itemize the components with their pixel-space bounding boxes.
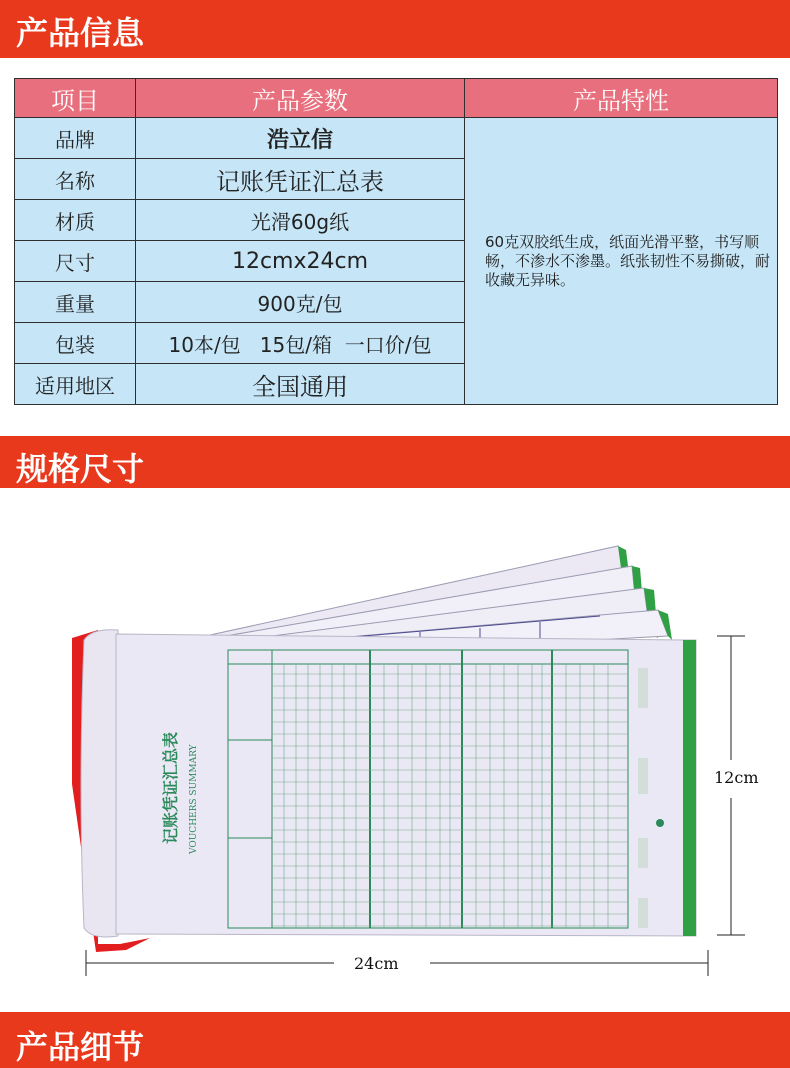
row-value: 900克/包 <box>136 282 465 323</box>
row-key: 材质 <box>15 200 136 241</box>
section-banner-product-detail <box>0 1012 790 1068</box>
header-features: 产品特性 <box>465 79 778 118</box>
header-params: 产品参数 <box>136 79 465 118</box>
section-banner-product-info <box>0 0 790 58</box>
row-value: 记账凭证汇总表 <box>136 159 465 200</box>
width-label: 24cm <box>350 954 403 973</box>
front-page <box>116 634 696 936</box>
table-header-row <box>15 79 778 118</box>
row-key: 适用地区 <box>15 364 136 405</box>
row-value: 12cmx24cm <box>136 241 465 282</box>
book-title-en: VOUCHERS SUMMARY <box>189 744 199 854</box>
section-title: 产品信息 <box>16 14 145 52</box>
book-title-cn: 记账凭证汇总表 <box>161 731 180 844</box>
height-label: 12cm <box>710 768 763 787</box>
row-value: 浩立信 <box>136 118 465 159</box>
feature-text: 60克双胶纸生成，纸面光滑平整，书写顺畅，不渗水不渗墨。纸张韧性不易撕破，耐收藏无异味。 <box>465 118 778 405</box>
row-key: 包装 <box>15 323 136 364</box>
section-banner-spec-size <box>0 436 790 488</box>
voucher-book-image <box>0 488 790 1012</box>
row-key: 重量 <box>15 282 136 323</box>
table-row <box>15 118 778 159</box>
row-key: 品牌 <box>15 118 136 159</box>
row-value: 全国通用 <box>136 364 465 405</box>
product-spec-table <box>14 78 778 405</box>
section-title: 产品细节 <box>16 1028 145 1066</box>
row-key: 名称 <box>15 159 136 200</box>
section-title: 规格尺寸 <box>16 450 145 488</box>
row-key: 尺寸 <box>15 241 136 282</box>
product-size-illustration <box>0 488 790 1012</box>
row-value: 10本/包 15包/箱 一口价/包 <box>136 323 465 364</box>
green-edge <box>683 640 696 936</box>
header-item: 项目 <box>15 79 136 118</box>
row-value: 光滑60g纸 <box>136 200 465 241</box>
